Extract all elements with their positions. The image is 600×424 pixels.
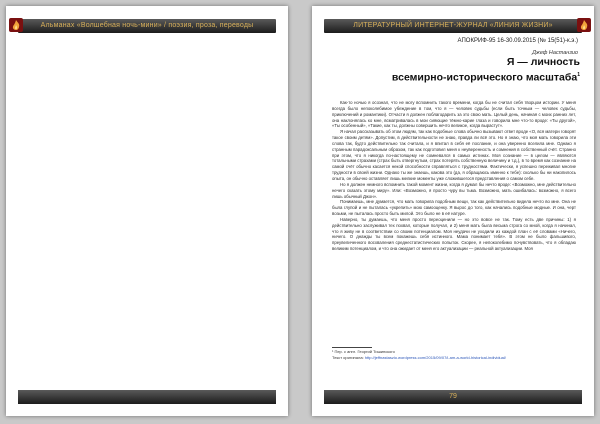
author-name: Джеф Настанзио	[532, 50, 578, 56]
left-page	[6, 6, 288, 416]
footnote-marker: 1	[577, 72, 580, 78]
title-line-1: Я — личность	[506, 56, 580, 68]
flame-logo-icon	[576, 17, 592, 33]
paragraph: Я начал рассказывать об этом людям, так как подобные слова обычно вызывают ответ вроде «О, вся матери говорят такое своим детям». Допустим, в действительности не знаю, правда ли всё это. Но я знаю, что моя мать говорила эти слова так, будто действительно так считала, и я впитал в себя её послание, и она уверенно вселила мне. Однако я странным парадоксальным образом, так как подготовил меня к неуверенность и сомнения в собственный счёт. Странно при этом, что я никогда по-настоящему не сомневался в самых истинах. Моя сознание — в целом — являются тотальными страхами (страх быть отвергнутым, страх потерять собственную величину и т.д.), в то время как сознание на самой счёт обычно касается некой способности справляться с трудностями. Фактически, я успешно переживал многие трудности в своей жизни. Однако ты же знаешь, какова это (да, я обращаюсь именно к тебе): сколько бы ни накопилось опыта, он обычно оставляет лишь мелкие моменты уже сложившегося представления о самом себе.	[332, 129, 576, 181]
paragraph: Наверно, ты думаешь, что меня просто переоценили — но это вовсе не так. Тому есть две причины: 1) я действительно заслуживал тех похвал, которые получал, и 2) меня мать была весьма строга со мной, когда я начинал, что я живу не в соответствии со своим потенциалом. Моя неудачи не уходили из каждой план с её словами «Ничего, ничего. О днажды ты всем покажешь себя истинного. Мама понимает тебя». В этом не было фальшивого, преувеличенного восхваления среднестатистических попыток. Скорее, я непоколебимо почувствовать, что я обладаю великим потенциалом, и что она ожидает от меня его актуализации — реальной актуализации. Моя	[332, 216, 576, 252]
paragraph: Понимаешь, мне думается, что мать говорила подобным вещи, так как действительно видела нечто во мне. Она не была глупой и не пыталась «укрепить» мою самооценку. Я вырос до того, как начались подобные модные. И она, черт возьми, не пыталась просто быть милой. Это было не в её натуре.	[332, 199, 576, 217]
left-header-text: Альманах «Волшебная ночь-мини» / поэзия, проза, переводы	[40, 22, 254, 29]
right-page	[312, 6, 594, 416]
issue-line: АПОКРИФ-95 16-30.09.2015 (№ 15(51)-к.э.)	[457, 38, 578, 44]
left-footer-bar	[18, 390, 276, 404]
left-header-bar	[18, 19, 276, 33]
article-body	[332, 100, 576, 346]
footnote-source-label: Текст оригинала:	[332, 355, 365, 360]
flame-logo-icon	[8, 17, 24, 33]
paragraph: Как-то ночью я осознал, что не могу вспомнить такого времени, когда бы не считал себя творцом истории. У меня всегда было непоколебимое убеждение в том, что я — человек судьбы (если быть точным — человек судьбы, приключений и романтики). Отчасти я должен поблагодарить за это свою мать. Целый день, начиная с моих ранних лет, она наклонялась ко мне, всматривалась в мои сияющие тёмно-карие глаза и говорила мне что-то вроде: «Ты другой», «Ты особенный», «Такие, как ты, должны совершить нечто великое, когда вырастут».	[332, 100, 576, 129]
footnote-divider	[332, 347, 372, 348]
right-header-text: ЛИТЕРАТУРНЫЙ ИНТЕРНЕТ-ЖУРНАЛ «ЛИНИЯ ЖИЗНИ»	[353, 22, 553, 29]
title-line-2	[352, 69, 580, 85]
title-line-2-text: всемирно-исторического масштаба	[391, 71, 578, 84]
right-footer-bar	[324, 390, 582, 404]
paragraph: Но я должен немного вспомнить такой момент жизни, когда я думал бы нечто вроде: «Возможно, мне действительно нечего сказать этому миру». Или: «Возможно, я просто чуру вы тьма. Возможно, мать ошибалась: возможно, я всего лишь обычный Джон».	[332, 181, 576, 199]
article-title	[352, 56, 580, 85]
footnote-source	[332, 355, 576, 360]
page-number: 79	[449, 393, 457, 400]
source-link[interactable]: http://jeffnastaszio.wordpress.com/2015/09/07/i-am-a-world-historical-individual/	[364, 355, 506, 360]
right-header-bar	[324, 19, 582, 33]
footnote-translator: ¹ Пер. с англ. Георгий Тишинского	[332, 349, 395, 354]
